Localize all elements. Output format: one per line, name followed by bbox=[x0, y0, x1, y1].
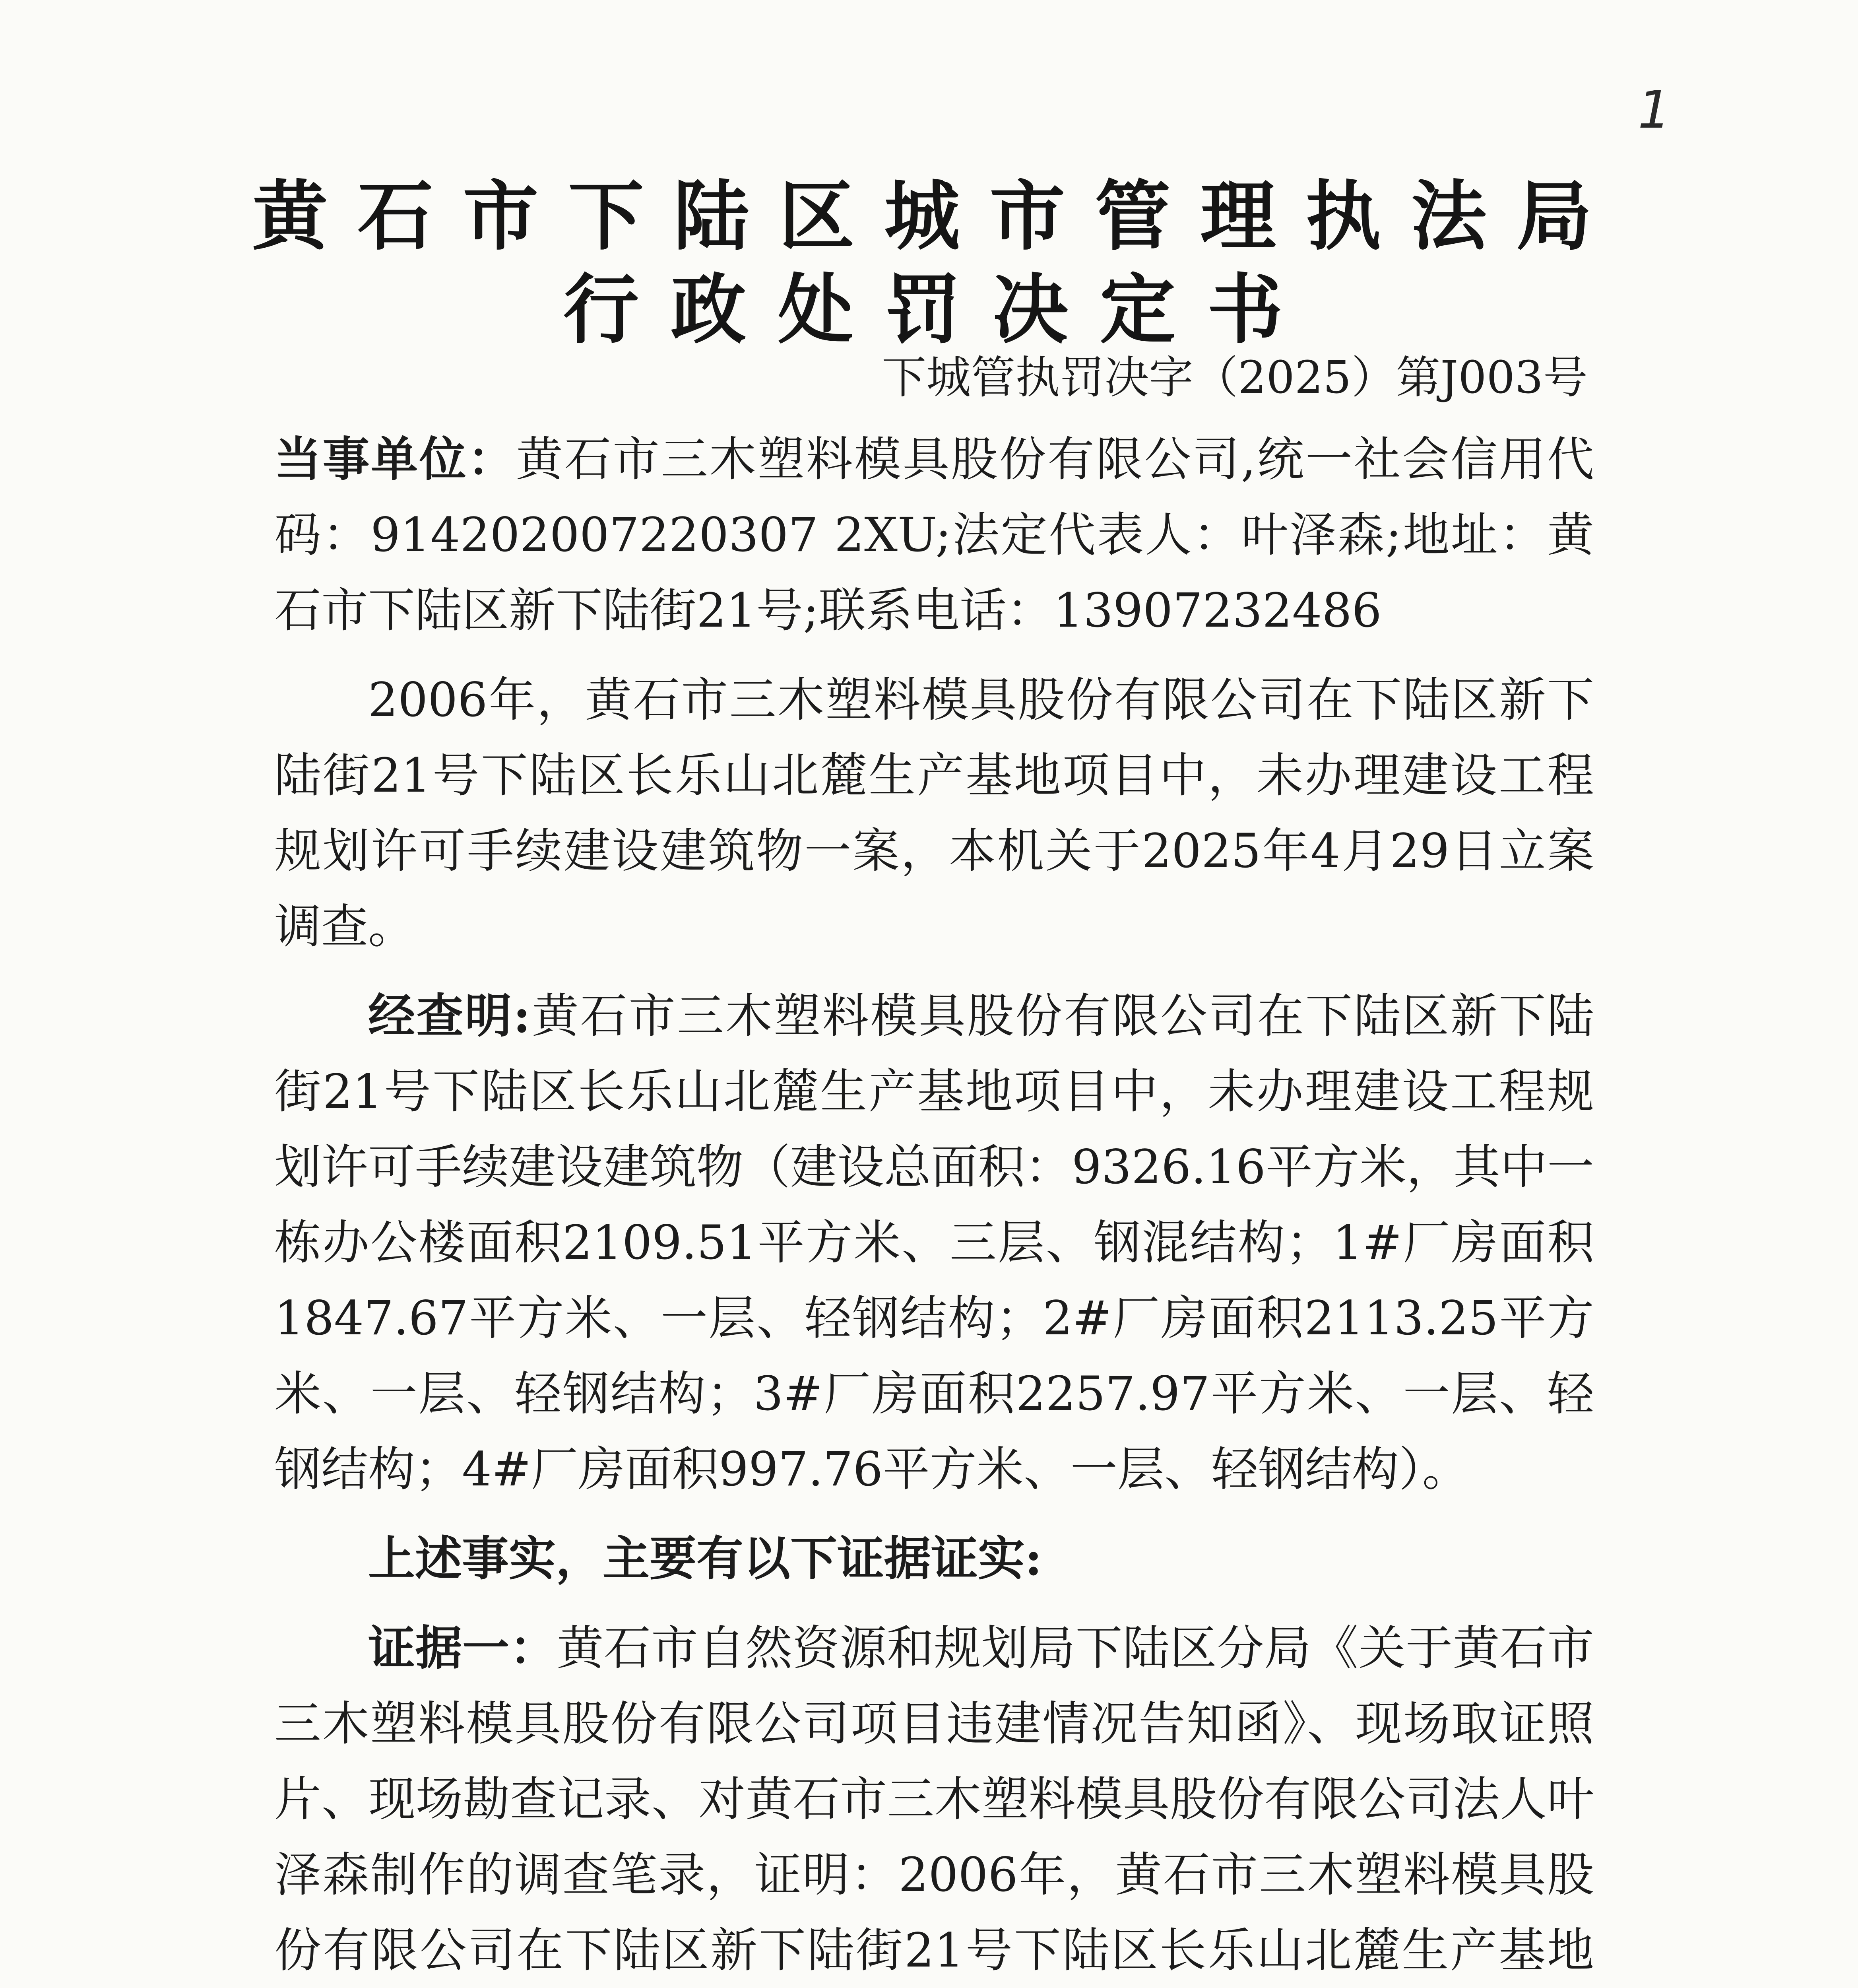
evidence-1-text: 黄石市自然资源和规划局下陆区分局《关于黄石市三木塑料模具股份有限公司项目违建情况告知函》、现场取证照片、现场勘查记录、对黄石市三木塑料模具股份有限公司法人叶泽森制作的调查笔录，证明：2006年，黄石市三木塑料模具股份有限公司在下陆区新下陆街21号下陆区长乐山北麓生产基地 bbox=[274, 1621, 1594, 1978]
document-number: 下城管执罚决字（2025）第J003号 bbox=[882, 352, 1588, 404]
findings-text: 黄石市三木塑料模具股份有限公司在下陆区新下陆街21号下陆区长乐山北麓生产基地项目中，未办理建设工程规划许可手续建设建筑物（建设总面积：9326.16平方米，其中一栋办公楼面积2109.51平方米、三层、钢混结构；1#厂房面积1847.67平方米、一层、轻钢结构；2#厂房面积2113.25平方米、一层、轻钢结构；3#厂房面积2257.97平方米、一层、轻钢结构；4#厂房面积997.76平方米、一层、轻钢结构）。 bbox=[274, 988, 1594, 1497]
party-label: 当事单位： bbox=[274, 431, 516, 487]
document-body bbox=[274, 421, 1594, 1988]
page-number: 1 bbox=[1638, 80, 1671, 140]
evidence-1-paragraph bbox=[274, 1610, 1594, 1988]
party-details: 黄石市三木塑料模具股份有限公司,统一社会信用代码：914202007220307 2XU;法定代表人：叶泽森;地址：黄石市下陆区新下陆街21号;联系电话：13907232486 bbox=[274, 432, 1594, 638]
findings-label: 经查明: bbox=[368, 988, 531, 1043]
party-paragraph bbox=[274, 421, 1594, 648]
document-title-type: 行政处罚决定书 bbox=[563, 266, 1315, 354]
findings-paragraph bbox=[274, 978, 1594, 1507]
intro-paragraph: 2006年，黄石市三木塑料模具股份有限公司在下陆区新下陆街21号下陆区长乐山北麓生产基地项目中，未办理建设工程规划许可手续建设建筑物一案，本机关于2025年4月29日立案调查。 bbox=[274, 672, 1594, 954]
evidence-1-label: 证据一： bbox=[368, 1620, 557, 1675]
document-title-agency: 黄石市下陆区城市管理执法局 bbox=[252, 173, 1622, 260]
evidence-heading: 上述事实，主要有以下证据证实: bbox=[368, 1531, 1042, 1586]
